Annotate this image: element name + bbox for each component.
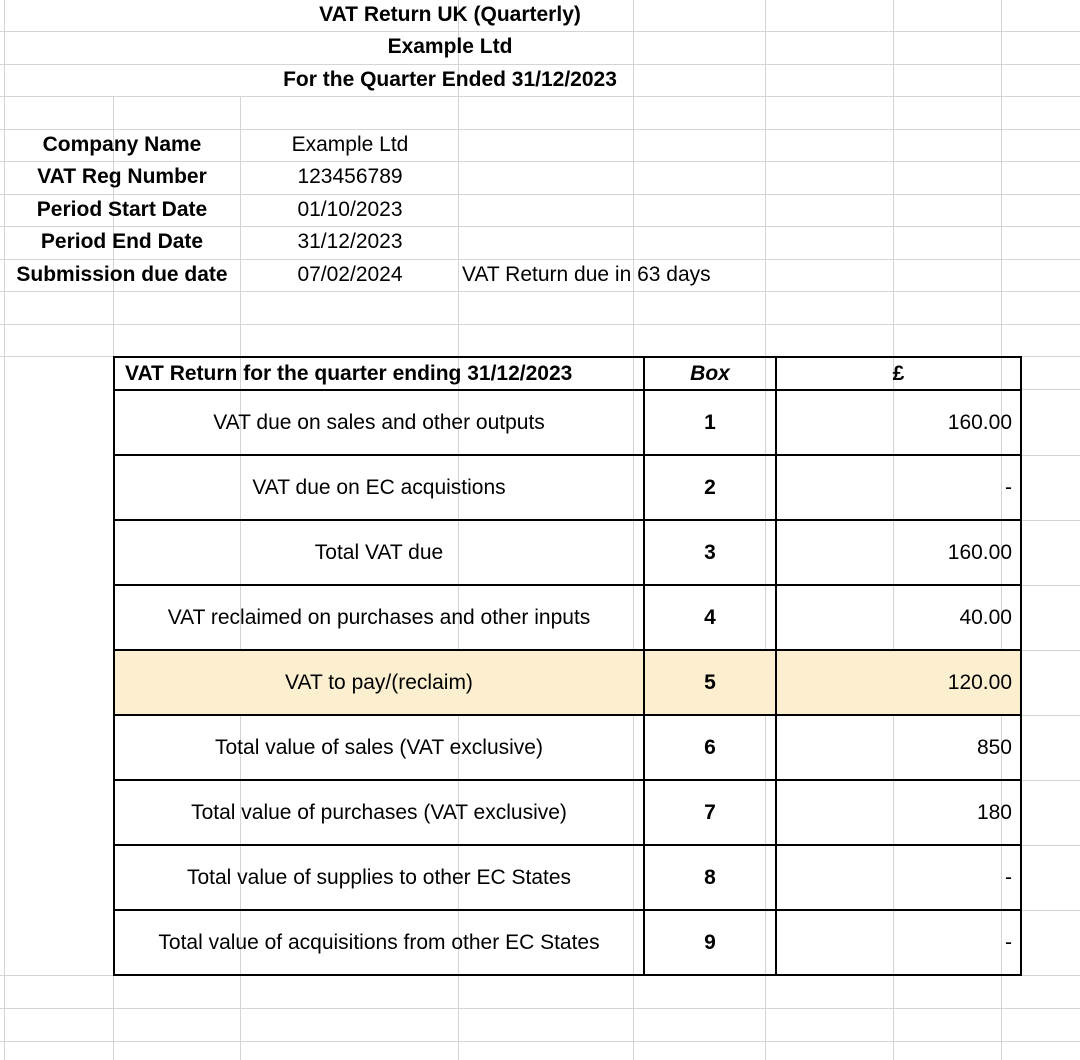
submission-due-label: Submission due date xyxy=(16,263,228,286)
header-amount[interactable]: £ xyxy=(776,357,1021,390)
row-box[interactable]: 1 xyxy=(644,390,776,455)
vat-reg-number-value[interactable]: 123456789 xyxy=(297,165,403,188)
table-row xyxy=(114,910,1021,975)
period-end-value[interactable]: 31/12/2023 xyxy=(297,230,403,253)
row-amount[interactable]: 160.00 xyxy=(776,520,1021,585)
header-description[interactable]: VAT Return for the quarter ending 31/12/2023 xyxy=(114,357,644,390)
row-amount[interactable]: - xyxy=(776,455,1021,520)
period-start-label: Period Start Date xyxy=(36,198,208,221)
row-amount[interactable]: 160.00 xyxy=(776,390,1021,455)
table-row xyxy=(114,390,1021,455)
table-row xyxy=(114,455,1021,520)
row-description[interactable]: Total VAT due xyxy=(114,520,644,585)
table-row xyxy=(114,585,1021,650)
table-row xyxy=(114,845,1021,910)
row-amount[interactable]: 40.00 xyxy=(776,585,1021,650)
row-box[interactable]: 7 xyxy=(644,780,776,845)
row-box[interactable]: 8 xyxy=(644,845,776,910)
company-name-value[interactable]: Example Ltd xyxy=(291,133,409,156)
row-amount[interactable]: - xyxy=(776,910,1021,975)
company-name-label: Company Name xyxy=(42,133,202,156)
period-end-label: Period End Date xyxy=(40,230,204,253)
row-description[interactable]: Total value of acquisitions from other EC States xyxy=(114,910,644,975)
vat-reg-number-label: VAT Reg Number xyxy=(37,165,207,188)
period-start-value[interactable]: 01/10/2023 xyxy=(297,198,403,221)
due-days-note: VAT Return due in 63 days xyxy=(462,263,711,286)
report-period: For the Quarter Ended 31/12/2023 xyxy=(283,68,617,91)
table-row xyxy=(114,780,1021,845)
submission-due-value[interactable]: 07/02/2024 xyxy=(297,263,403,286)
row-amount[interactable]: - xyxy=(776,845,1021,910)
report-company: Example Ltd xyxy=(387,35,513,58)
row-amount[interactable]: 850 xyxy=(776,715,1021,780)
row-description[interactable]: VAT reclaimed on purchases and other inputs xyxy=(114,585,644,650)
row-box[interactable]: 9 xyxy=(644,910,776,975)
row-box[interactable]: 4 xyxy=(644,585,776,650)
header-box[interactable]: Box xyxy=(644,357,776,390)
row-amount[interactable]: 120.00 xyxy=(776,650,1021,715)
row-amount[interactable]: 180 xyxy=(776,780,1021,845)
row-description[interactable]: VAT due on sales and other outputs xyxy=(114,390,644,455)
report-title: VAT Return UK (Quarterly) xyxy=(319,3,581,26)
row-description[interactable]: VAT due on EC acquistions xyxy=(114,455,644,520)
table-header-row xyxy=(114,357,1021,390)
vat-return-table xyxy=(113,356,1022,976)
row-description[interactable]: Total value of purchases (VAT exclusive) xyxy=(114,780,644,845)
row-box[interactable]: 2 xyxy=(644,455,776,520)
row-description[interactable]: Total value of sales (VAT exclusive) xyxy=(114,715,644,780)
table-row-highlighted xyxy=(114,650,1021,715)
row-box[interactable]: 3 xyxy=(644,520,776,585)
row-description[interactable]: Total value of supplies to other EC States xyxy=(114,845,644,910)
row-box[interactable]: 5 xyxy=(644,650,776,715)
row-description[interactable]: VAT to pay/(reclaim) xyxy=(114,650,644,715)
table-row xyxy=(114,520,1021,585)
row-box[interactable]: 6 xyxy=(644,715,776,780)
table-row xyxy=(114,715,1021,780)
